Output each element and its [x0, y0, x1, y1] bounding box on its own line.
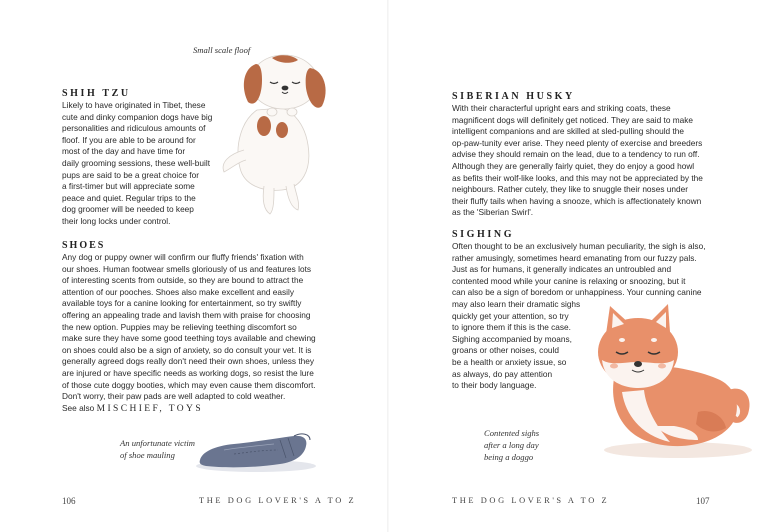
shih-tzu-line: their long locks under control. [62, 215, 171, 226]
shih-tzu-entry [62, 87, 242, 228]
husky-line: Although they are generally fairly quiet, they do enjoy a good howl [452, 160, 695, 171]
shoes-line: Any dog or puppy owner will confirm our fluffy friends' fixation with [62, 252, 304, 262]
sighing-heading: SIGHING [452, 229, 515, 240]
shih-tzu-line: dog groomer will be needed to keep [62, 204, 194, 215]
shoes-heading: SHOES [62, 240, 106, 251]
shih-tzu-line: most of the day and have time for [62, 146, 186, 157]
sighing-line: can also be a sign of boredom or unhappiness. Your cunning canine [452, 287, 702, 298]
shoe-caption [120, 437, 195, 461]
sighing-line: rather amusingly, sometimes heard emanating from our fuzzy pals. [452, 252, 697, 263]
shoes-line: are injured or have specific needs as working dogs, so resist the lure [62, 367, 314, 378]
sighing-line: quickly get your attention, so try [452, 310, 569, 321]
husky-line: op-paw-tunity ever arise. They need plenty of exercise and breeders [452, 137, 703, 148]
shoes-line: the new option. Puppies may be relieving teething discomfort so [62, 321, 297, 332]
shoes-line: available toys for a canine looking for entertainment, so try swiftly [62, 298, 302, 309]
husky-line: magnificent dogs will definitely get noticed. They are said to make [452, 114, 694, 125]
shih-tzu-line: cute and dinky companion dogs have big [62, 111, 213, 122]
right-page [388, 0, 776, 532]
shoes-line: attention of our pooches. Shoes also make excellent and easily [62, 286, 294, 297]
shih-tzu-line: floof. If you are able to be around for [62, 134, 196, 145]
shoe-caption-line: of shoe mauling [120, 450, 175, 460]
running-head-left: THE DOG LOVER'S A TO Z [199, 496, 357, 505]
siberian-husky-text [452, 103, 772, 219]
shoes-line: Don't worry, their paw pads are well adapted to cold weather. [62, 391, 286, 402]
shih-tzu-line: peace and quiet. Regular trips to the [62, 192, 196, 203]
shoes-line: offering an appealing trade and lavish them with praise for choosing [62, 309, 311, 320]
sighing-line: Sighing accompanied by moans, [452, 333, 572, 344]
shoes-line: of those cute doggy booties, which may even cause them discomfort. [62, 379, 316, 390]
sighing-line: as always, do pay attention [452, 368, 553, 379]
shoe-illustration [194, 428, 324, 476]
sighing-line: may also learn their dramatic sighs [452, 298, 581, 309]
shoes-line: generally agreed dogs really don't need their own shoes, unless they [62, 356, 315, 367]
shih-tzu-line: pups are said to be a great choice for [62, 169, 199, 180]
running-head-right: THE DOG LOVER'S A TO Z [452, 496, 610, 505]
see-also [62, 403, 362, 416]
husky-line: as the 'Siberian Swirl'. [452, 207, 534, 218]
shoes-line: make sure they have some good teething toys available and chewing [62, 333, 316, 344]
shoes-line: our shoes. Human footwear smells gloriously of us and features lots [62, 263, 312, 274]
see-also-prefix: See also [62, 402, 95, 413]
sighing-line: Just as for humans, it generally indicates an untroubled and [452, 264, 672, 275]
page-number-left: 106 [62, 496, 76, 506]
husky-line: advise they should remain on the lead, due to a tendency to run off. [452, 149, 700, 160]
shoes-line: on shoes could also be a sign of anxiety, so do consult your vet. It is [62, 344, 312, 355]
sighing-line: Often thought to be an exclusively human peculiarity, the sigh is also, [452, 241, 706, 251]
sighing-line: to ignore them if this is the case. [452, 322, 571, 333]
husky-line: their fluffy tails when having a snooze, which is affectionately known [452, 195, 702, 206]
shih-tzu-heading: SHIH TZU [62, 88, 131, 99]
shih-tzu-line: Likely to have originated in Tibet, these [62, 100, 206, 110]
husky-line: neighbours. Rather cutely, they like to snuggle their noses under [452, 184, 688, 195]
shiba-caption-line: being a doggo [484, 452, 534, 462]
husky-line: intelligent companions and are skilled at sled-pulling should the [452, 126, 684, 137]
sighing-line: groans or other noises, could [452, 345, 560, 356]
sighing-line: contented mood while your canine is relaxing or snoozing, but it [452, 275, 686, 286]
husky-line: With their characterful upright ears and striking coats, these [452, 103, 671, 113]
shoes-line: of interesting scents from outside, so they are bound to attract the [62, 275, 304, 286]
see-also-link[interactable]: MISCHIEF, TOYS [96, 403, 204, 414]
shih-tzu-line: daily grooming sessions, these well-built [62, 157, 211, 168]
shoes-text [62, 252, 362, 415]
sighing-line: to their body language. [452, 380, 537, 391]
sighing-line: be a health or anxiety issue, so [452, 356, 567, 367]
shih-tzu-text [62, 100, 242, 228]
page-number-right: 107 [696, 496, 710, 506]
siberian-husky-heading: SIBERIAN HUSKY [452, 91, 575, 102]
husky-line: as befits their wolf-like looks, and this may not be appreciated by the [452, 172, 703, 183]
shiba-caption-line: after a long day [484, 440, 539, 450]
shoe-caption-line: An unfortunate victim [120, 438, 195, 448]
shoes-entry [62, 239, 362, 415]
shiba-caption [484, 427, 539, 463]
shih-tzu-line: a first-timer but will appreciate some [62, 181, 195, 192]
shiba-caption-line: Contented sighs [484, 428, 540, 438]
siberian-husky-entry [452, 90, 772, 219]
shih-tzu-line: personalities and ridiculous amounts of [62, 123, 206, 134]
shih-tzu-caption: Small scale floof [193, 45, 251, 55]
shiba-illustration [586, 300, 758, 465]
